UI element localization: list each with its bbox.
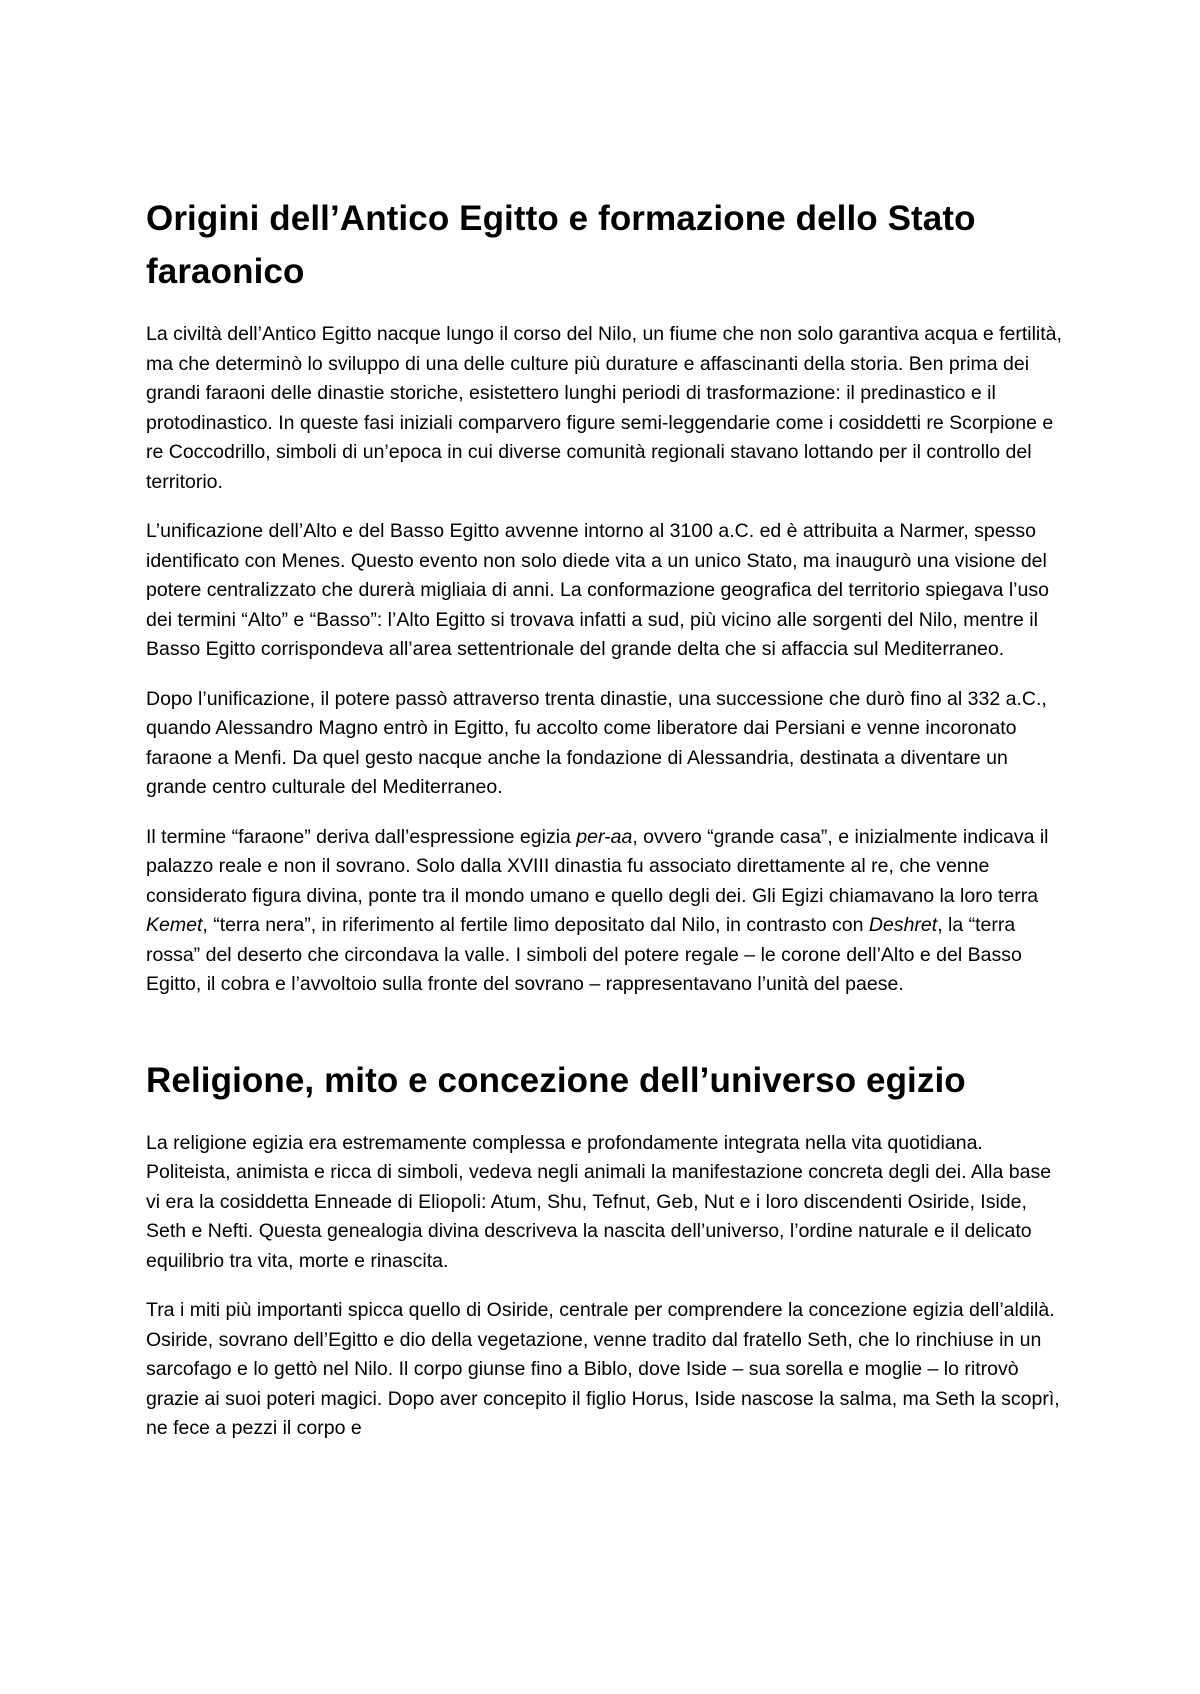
paragraph-religion-2: Tra i miti più importanti spicca quello di Osiride, centrale per comprendere la concezione egizia dell’aldilà. Osiride, sovrano dell’Egitto e dio della vegetazione, venne tradito dal fratello Seth, che lo rinchiuse in un sarcofago e lo gettò nel Nilo. Il corpo giunse fino a Biblo, dove Iside – sua sorella e moglie – lo ritrovò grazie ai suoi poteri magici. Dopo aver concepito il figlio Horus, Iside nascose la salma, ma Seth la scoprì, ne fece a pezzi il corpo e: [146, 1299, 1060, 1439]
term-per-aa: per-aa: [576, 825, 633, 848]
paragraph-origins-3: Dopo l’unificazione, il potere passò attraverso trenta dinastie, una successione che durò fino al 332 a.C., quando Alessandro Magno entrò in Egitto, fu accolto come liberatore dai Persiani e venne incoronato faraone a Menfi. Da quel gesto nacque anche la fondazione di Alessandria, destinata a diventare un grande centro culturale del Mediterraneo.: [146, 687, 1047, 798]
text-span: , ovvero “grande casa”, e inizialmente indicava il palazzo reale e non il sovrano. Solo dalla XVIII dinastia fu associato direttamente al re, che venne considerato figura divina, ponte tra il mondo umano e quello degli dei. Gli Egizi chiamavano la loro terra: [146, 825, 1049, 907]
term-kemet: Kemet: [146, 914, 203, 936]
text-span: Il termine “faraone” deriva dall’espressione egizia: [146, 825, 577, 848]
paragraph-origins-1: La civiltà dell’Antico Egitto nacque lungo il corso del Nilo, un fiume che non solo garantiva acqua e fertilità, ma che determinò lo sviluppo di una delle culture più durature e affascinanti della storia. Ben prima dei grandi faraoni delle dinastie storiche, esistettero lunghi periodi di trasformazione: il predinastico e il protodinastico. In queste fasi iniziali comparvero figure semi-leggendarie come i cosiddetti re Scorpione e re Coccodrillo, simboli di un’epoca in cui diverse comunità regionali stavano lottando per il controllo del territorio.: [146, 323, 1062, 493]
paragraph-origins-2: L’unificazione dell’Alto e del Basso Egitto avvenne intorno al 3100 a.C. ed è attribuita a Narmer, spesso identificato con Menes. Questo evento non solo diede vita a un unico Stato, ma inaugurò una visione del potere centralizzato che durerà migliaia di anni. La conformazione geografica del territorio spiegava l’uso dei termini “Alto” e “Basso”: l’Alto Egitto si trovava infatti a sud, più vicino alle sorgenti del Nilo, mentre il Basso Egitto corrispondeva all’area settentrionale del grande delta che si affaccia sul Mediterraneo.: [146, 520, 1049, 660]
section-heading-religion: Religione, mito e concezione dell’universo egizio: [146, 1060, 966, 1100]
text-span: , “terra nera”, in riferimento al fertile limo depositato dal Nilo, in contrasto con: [202, 914, 869, 936]
document-page: [146, 192, 1066, 1444]
paragraph-religion-1: La religione egizia era estremamente complessa e profondamente integrata nella vita quotidiana. Politeista, animista e ricca di simboli, vedeva negli animali la manifestazione concreta degli dei. Alla base vi era la cosiddetta Enneade di Eliopoli: Atum, Shu, Tefnut, Geb, Nut e i loro discendenti Osiride, Iside, Seth e Nefti. Questa genealogia divina descriveva la nascita dell’universo, l’ordine naturale e il delicato equilibrio tra vita, morte e rinascita.: [146, 1131, 1052, 1272]
text-span: , la “terra rossa” del deserto che circondava la valle. I simboli del potere regale – le corone dell’Alto e del Basso Egitto, il cobra e l’avvoltoio sulla fronte del sovrano – rappresentavano l’unità del paese.: [146, 914, 1022, 995]
term-deshret: Deshret: [868, 914, 938, 936]
paragraph-origins-4: [146, 823, 1066, 1000]
section-heading-origins: Origini dell’Antico Egitto e formazione dello Stato faraonico: [146, 199, 976, 291]
